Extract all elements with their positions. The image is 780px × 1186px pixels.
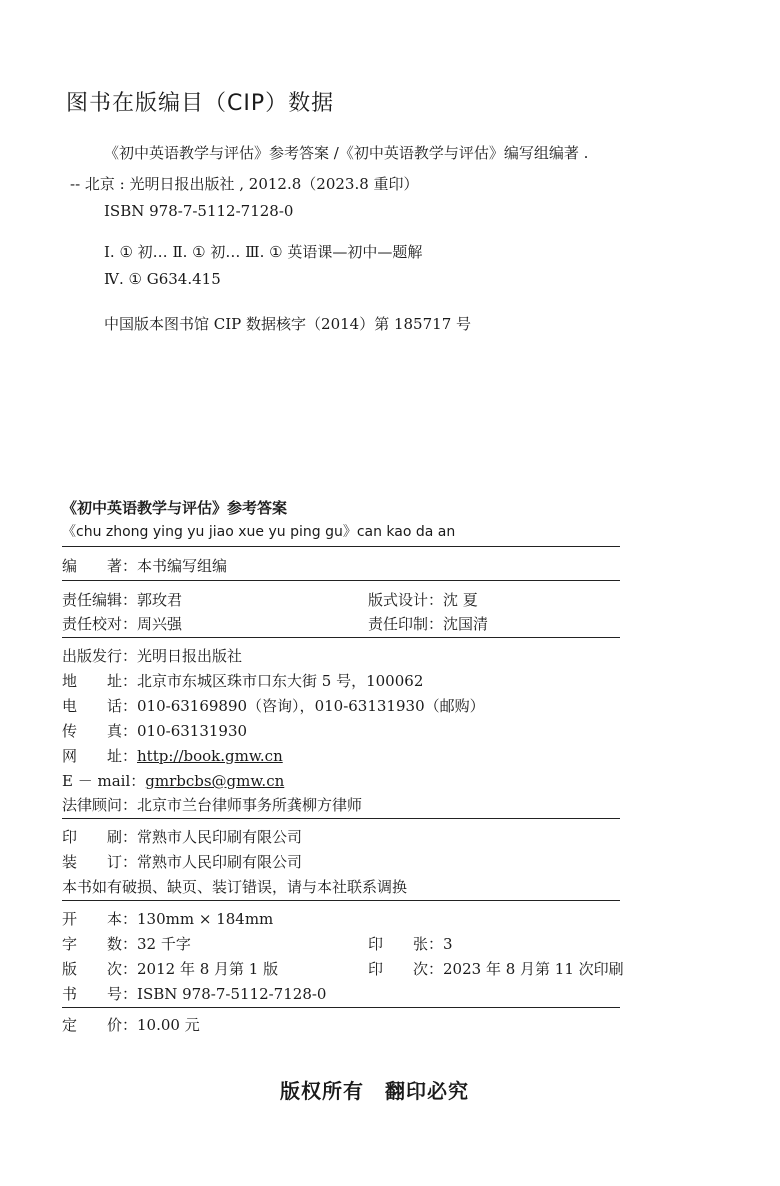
website-link[interactable]: http://book.gmw.cn — [137, 747, 283, 765]
proof-value: 周兴强 — [137, 615, 183, 633]
binder-value: 常熟市人民印刷有限公司 — [137, 853, 303, 871]
address-line — [62, 670, 423, 691]
phone-value: 010-63169890（咨询），010-63131930（邮购） — [137, 697, 485, 715]
cip-classification-2: Ⅳ. ① G634.415 — [104, 270, 221, 288]
phone-line — [62, 695, 485, 716]
address-label: 地 址： — [62, 672, 138, 690]
lawyer-value: 北京市兰台律师事务所龚柳方律师 — [137, 796, 363, 814]
printer-line — [62, 826, 302, 847]
design-line — [368, 589, 478, 610]
divider — [62, 546, 620, 547]
email-link[interactable]: gmrbcbs@gmw.cn — [145, 772, 285, 790]
issuer-label: 出版发行： — [62, 647, 138, 665]
lawyer-line — [62, 794, 362, 815]
website-line — [62, 745, 283, 766]
isbn-value: ISBN 978-7-5112-7128-0 — [137, 985, 327, 1003]
defect-notice: 本书如有破损、缺页、装订错误，请与本社联系调换 — [62, 878, 408, 896]
printer-value: 常熟市人民印刷有限公司 — [137, 828, 303, 846]
word-count-label: 字 数： — [62, 935, 138, 953]
author-label: 编 著： — [62, 557, 138, 575]
binder-label: 装 订： — [62, 853, 138, 871]
edition-label: 版 次： — [62, 960, 138, 978]
price-value: 10.00 元 — [137, 1016, 200, 1034]
divider — [62, 580, 620, 581]
isbn-label: 书 号： — [62, 985, 138, 1003]
divider — [62, 900, 620, 901]
print-manager-value: 沈国清 — [443, 615, 489, 633]
sheets-label: 印 张： — [368, 935, 444, 953]
price-line — [62, 1014, 200, 1035]
design-label: 版式设计： — [368, 591, 444, 609]
book-title-pinyin: 《chu zhong ying yu jiao xue yu ping gu》can kao da an — [62, 524, 456, 540]
cip-line-1: 《初中英语教学与评估》参考答案 /《初中英语教学与评估》编写组编著 . — [104, 144, 589, 162]
binder-line — [62, 851, 302, 872]
fax-label: 传 真： — [62, 722, 138, 740]
email-label: E － mail： — [62, 772, 146, 790]
divider — [62, 1007, 620, 1008]
print-manager-label: 责任印制： — [368, 615, 444, 633]
edition-line — [62, 958, 278, 979]
issuer-line — [62, 645, 242, 666]
sheets-line — [368, 933, 453, 954]
isbn-line — [62, 983, 326, 1004]
fax-line — [62, 720, 247, 741]
editor-line — [62, 589, 182, 610]
format-line — [62, 908, 273, 929]
sheets-value: 3 — [443, 935, 453, 953]
print-manager-line — [368, 613, 488, 634]
divider — [62, 818, 620, 819]
word-count-value: 32 千字 — [137, 935, 191, 953]
editor-value: 郭玫君 — [137, 591, 183, 609]
issuer-value: 光明日报出版社 — [137, 647, 243, 665]
lawyer-label: 法律顾问： — [62, 796, 138, 814]
design-value: 沈 夏 — [443, 591, 478, 609]
impression-label: 印 次： — [368, 960, 444, 978]
copyright-notice: 版权所有 翻印必究 — [280, 1079, 469, 1103]
book-title: 《初中英语教学与评估》参考答案 — [62, 499, 288, 517]
format-label: 开 本： — [62, 910, 138, 928]
website-label: 网 址： — [62, 747, 138, 765]
author-value: 本书编写组编 — [137, 557, 228, 575]
word-count-line — [62, 933, 191, 954]
address-value: 北京市东城区珠市口东大街 5 号，100062 — [137, 672, 424, 690]
divider — [62, 637, 620, 638]
cip-isbn: ISBN 978-7-5112-7128-0 — [104, 202, 294, 220]
price-label: 定 价： — [62, 1016, 138, 1034]
edition-value: 2012 年 8 月第 1 版 — [137, 960, 279, 978]
proof-line — [62, 613, 182, 634]
editor-label: 责任编辑： — [62, 591, 138, 609]
cip-classification-1: Ⅰ. ① 初… Ⅱ. ① 初… Ⅲ. ① 英语课—初中—题解 — [104, 243, 423, 261]
impression-value: 2023 年 8 月第 11 次印刷 — [443, 960, 624, 978]
printer-label: 印 刷： — [62, 828, 138, 846]
email-line — [62, 770, 284, 791]
proof-label: 责任校对： — [62, 615, 138, 633]
cip-record-number: 中国版本图书馆 CIP 数据核字（2014）第 185717 号 — [104, 315, 472, 333]
author-line — [62, 555, 227, 576]
fax-value: 010-63131930 — [137, 722, 248, 740]
impression-line — [368, 958, 624, 979]
cip-line-2: -- 北京 : 光明日报出版社 , 2012.8（2023.8 重印） — [70, 175, 419, 193]
phone-label: 电 话： — [62, 697, 138, 715]
cip-heading: 图书在版编目（CIP）数据 — [66, 91, 335, 116]
format-value: 130mm × 184mm — [137, 910, 274, 928]
